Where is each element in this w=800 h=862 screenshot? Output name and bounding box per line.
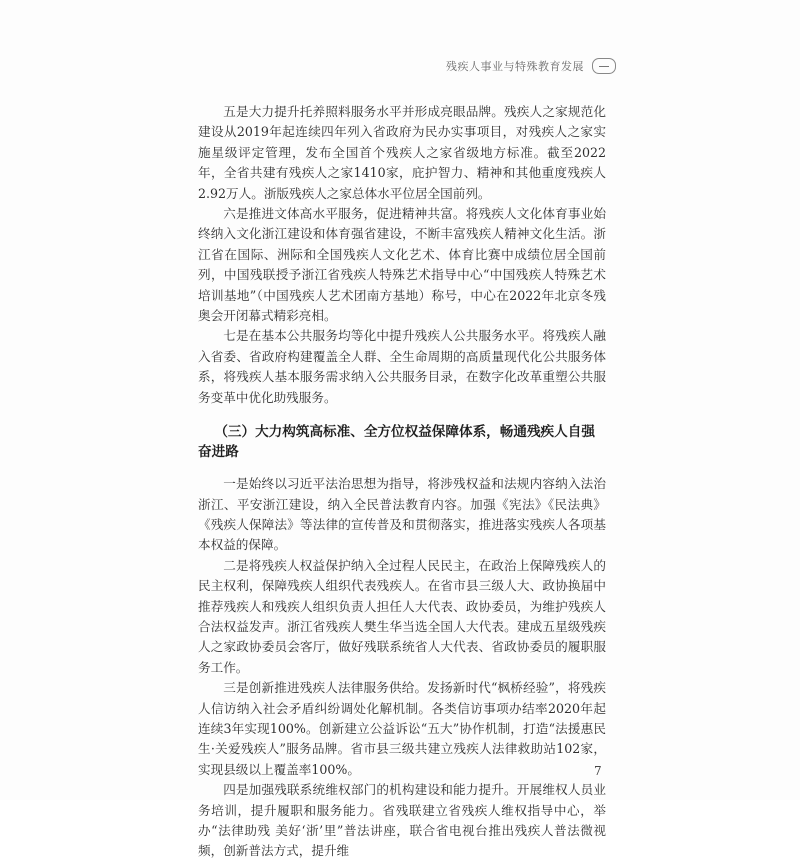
running-header — [446, 58, 616, 74]
paragraph-7: 四是加强残联系统维权部门的机构建设和能力提升。开展维权人员业务培训，提升履职和服务能力。省残联建立省残疾人维权指导中心，举办“法律助残 美好‘浙’里”普法讲座，联合省电视台推出残疾人普法微视频，创新普法方式，提升维 — [198, 782, 606, 859]
paragraph-2: 六是推进文体高水平服务，促进精神共富。将残疾人文化体育事业始终纳入文化浙江建设和体育强省建设，不断丰富残疾人精神文化生活。浙江省在国际、洲际和全国残疾人文化艺术、体育比赛中成绩位居全国前列，中国残联授予浙江省残疾人特殊艺术指导中心“中国残疾人特殊艺术培训基地”（中国残疾人艺术团南方基地）称号，中心在2022年北京冬残奥会开闭幕式精彩亮相。 — [198, 206, 606, 324]
paragraph-6: 三是创新推进残疾人法律服务供给。发扬新时代“枫桥经验”，将残疾人信访纳入社会矛盾纠纷调处化解机制。各类信访事项办结率2020年起连续3年实现100%。创新建立公益诉讼“五大”协作机制，打造“法援惠民生·关爱残疾人”服务品牌。省市县三级共建立残疾人法律救助站102家，实现县级以上覆盖率100%。 — [198, 680, 606, 777]
running-title: 残疾人事业与特殊教育发展 — [446, 60, 584, 73]
paragraph-1: 五是大力提升托养照料服务水平并形成亮眼品牌。残疾人之家规范化建设从2019年起连续四年列入省政府为民办实事项目，对残疾人之家实施星级评定管理，发布全国首个残疾人之家省级地方标准。截至2022年，全省共建有残疾人之家1410家，庇护智力、精神和其他重度残疾人2.92万人。浙版残疾人之家总体水平位居全国前列。 — [198, 104, 606, 201]
page-number: 7 — [594, 764, 602, 778]
body-text — [198, 102, 606, 862]
paragraph-3: 七是在基本公共服务均等化中提升残疾人公共服务水平。将残疾人融入省委、省政府构建覆盖全人群、全生命周期的高质量现代化公共服务体系，将残疾人基本服务需求纳入公共服务目录，在数字化改革重塑公共服务变革中优化助残服务。 — [198, 328, 606, 405]
paragraph-4: 一是始终以习近平法治思想为指导，将涉残权益和法规内容纳入法治浙江、平安浙江建设，纳入全民普法教育内容。加强《宪法》《民法典》《残疾人保障法》等法律的宣传普及和贯彻落实，推进落实残疾人各项基本权益的保障。 — [198, 476, 606, 553]
paragraph-5: 二是将残疾人权益保护纳入全过程人民民主，在政治上保障残疾人的民主权利，保障残疾人组织代表残疾人。在省市县三级人大、政协换届中推荐残疾人和残疾人组织负责人担任人大代表、政协委员，为维护残疾人合法权益发声。浙江省残疾人樊生华当选全国人大代表。建成五星级残疾人之家政协委员会客厅，做好残联系统省人大代表、省政协委员的履职服务工作。 — [198, 557, 606, 675]
header-ornament-icon — [592, 58, 616, 74]
section-heading: （三）大力构筑高标准、全方位权益保障体系，畅通残疾人自强奋进路 — [198, 424, 595, 461]
